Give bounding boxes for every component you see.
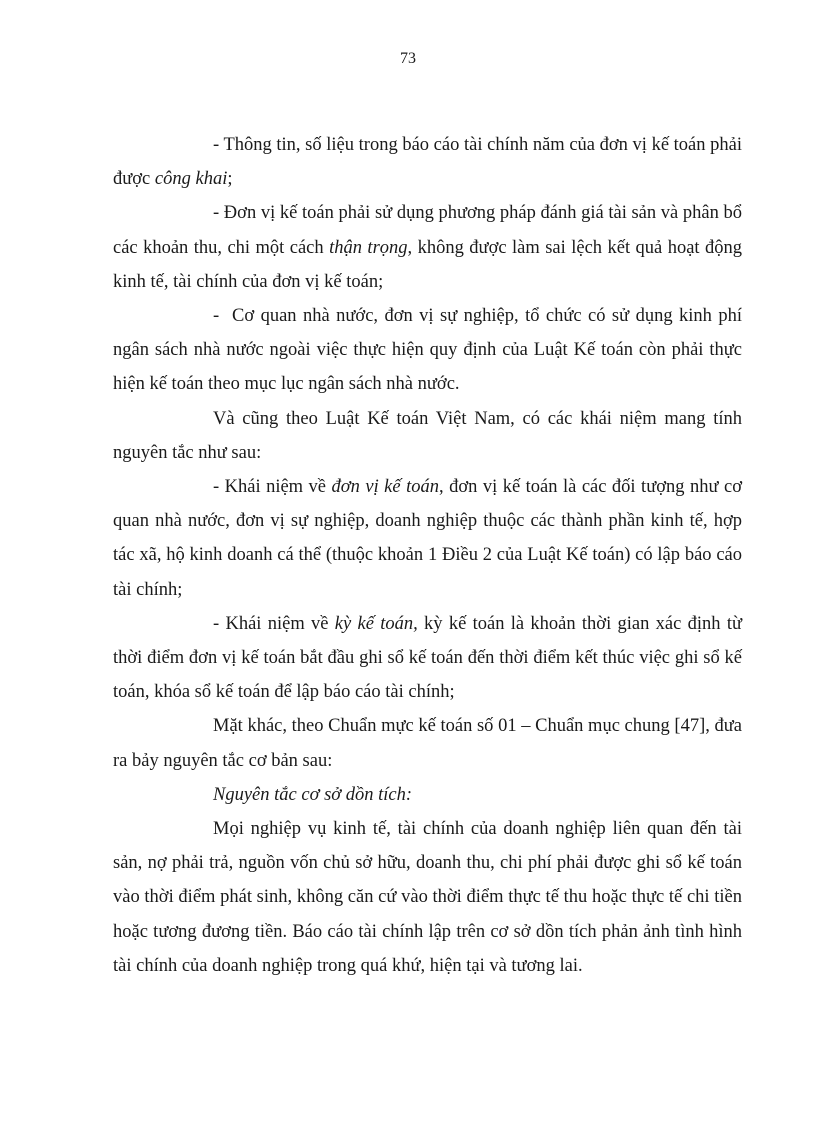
- text-run: Và cũng theo Luật Kế toán Việt Nam, có các khái niệm mang tính nguyên tắc như sau:: [113, 408, 742, 463]
- text-run: Mặt khác, theo Chuẩn mực kế toán số 01 – Chuẩn mục chung [47], đưa ra bảy nguyên tắc cơ bản sau:: [113, 716, 742, 771]
- italic-text-run: công khai: [154, 169, 228, 190]
- paragraph: [113, 196, 742, 299]
- text-run: , đơn vị kế toán là các đối tượng như cơ quan nhà nước, đơn vị sự nghiệp, doanh nghiệp thuộc các thành phần kinh tế, hợp tác xã, hộ kinh doanh cá thể (thuộc khoản 1 Điều 2 của Luật Kế toán) có lập báo cáo tài chính;: [113, 477, 742, 600]
- paragraph: [113, 299, 747, 402]
- text-run: kỳ kế toán là khoản thời gian xác định từ thời điểm đơn vị kế toán bắt đầu ghi sổ kế toán đến thời điểm kết thúc việc ghi sổ kế toán, khóa sổ kế toán để lập báo cáo tài chính;: [113, 613, 742, 703]
- italic-text-run: thận trọng: [329, 237, 408, 258]
- page-number: 73: [400, 50, 416, 67]
- paragraph: [113, 607, 742, 710]
- text-run: ;: [227, 169, 233, 190]
- document-body: [113, 128, 747, 983]
- paragraph: [113, 812, 742, 983]
- paragraph: [113, 709, 742, 777]
- paragraph: [113, 128, 742, 196]
- paragraph: [113, 402, 742, 470]
- text-run: , không được làm sai lệch kết quả hoạt động kinh tế, tài chính của đơn vị kế toán;: [113, 237, 743, 292]
- text-run: Mọi nghiệp vụ kinh tế, tài chính của doanh nghiệp liên quan đến tài sản, nợ phải trả, nguồn vốn chủ sở hữu, doanh thu, chi phí phải được ghi sổ kế toán vào thời điểm phát sinh, không căn cứ vào thời điểm thực tế thu hoặc thực tế chi tiền hoặc tương đương tiền. Báo cáo tài chính lập trên cơ sở dồn tích phản ảnh tình hình tài chính của doanh nghiệp trong quá khứ, hiện tại và tương lai.: [113, 819, 742, 976]
- text-run: - Khái niệm về: [213, 477, 332, 498]
- italic-text-run: đơn vị kế toán: [331, 477, 439, 498]
- italic-text-run: Nguyên tắc cơ sở dồn tích:: [213, 784, 413, 805]
- text-run: - Thông tin, số liệu trong báo cáo tài chính năm của đơn vị kế toán phải được: [113, 135, 742, 190]
- text-run: - Đơn vị kế toán phải sử dụng phương pháp đánh giá tài sản và phân bổ các khoản thu, chi một cách: [113, 203, 742, 258]
- text-run: - Khái niệm về: [213, 613, 335, 634]
- text-run: - Cơ quan nhà nước, đơn vị sự nghiệp, tổ chức có sử dụng kinh phí ngân sách nhà nước ngoài việc thực hiện quy định của Luật Kế toán còn phải thực hiện kế toán theo mục lục ngân sách nhà nước.: [113, 306, 747, 395]
- paragraph: [113, 470, 742, 607]
- italic-text-run: kỳ kế toán,: [334, 613, 418, 634]
- section-heading: [113, 778, 742, 812]
